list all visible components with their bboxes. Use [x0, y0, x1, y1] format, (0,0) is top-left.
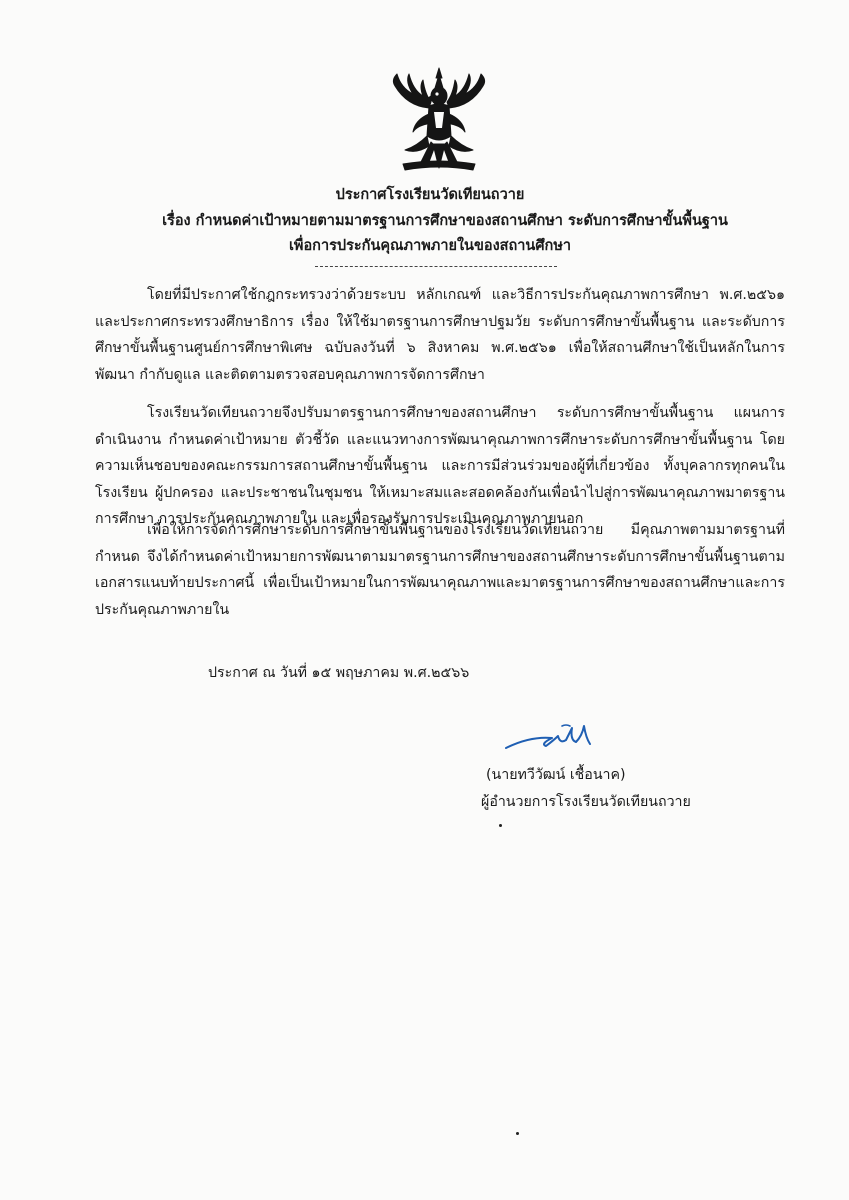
body-paragraph: เพื่อให้การจัดการศึกษาระดับการศึกษาขั้นพื้นฐานของโรงเรียนวัดเทียนถวาย มีคุณภาพตามมาตรฐานที่กำหนด จึงได้กำหนดค่าเป้าหมายการพัฒนาตามมาตรฐานการศึกษาของสถานศึกษาระดับการศึกษาขั้นพื้นฐานตามเอกสารแนบท้ายประกาศนี้ เพื่อเป็นเป้าหมายในการพัฒนาคุณภาพและมาตรฐานการศึกษาของสถานศึกษาและการประกันคุณภาพภายใน: [95, 522, 785, 618]
scan-speck: [516, 1132, 519, 1135]
document-title: ประกาศโรงเรียนวัดเทียนถวาย: [335, 187, 525, 203]
announcement-date: ประกาศ ณ วันที่ ๑๕ พฤษภาคม พ.ศ.๒๕๖๖: [208, 665, 470, 681]
garuda-emblem-icon: [387, 66, 491, 176]
signer-name: (นายทวีวัฒน์ เชื้อนาค): [486, 767, 626, 783]
document-subject: เรื่อง กำหนดค่าเป้าหมายตามมาตรฐานการศึกษาของสถานศึกษา ระดับการศึกษาขั้นพื้นฐาน: [162, 213, 728, 229]
scan-speck: [499, 824, 502, 827]
handwritten-signature: [500, 718, 610, 754]
document-purpose: เพื่อการประกันคุณภาพภายในของสถานศึกษา: [288, 238, 572, 254]
body-paragraph: โรงเรียนวัดเทียนถวายจึงปรับมาตรฐานการศึกษาของสถานศึกษา ระดับการศึกษาขั้นพื้นฐาน แผนการดำเนินงาน กำหนดค่าเป้าหมาย ตัวชี้วัด และแนวทางการพัฒนาคุณภาพการศึกษาระดับการศึกษาขั้นพื้นฐาน โดยความเห็นชอบของคณะกรรมการสถานศึกษาขั้นพื้นฐาน และการมีส่วนร่วมของผู้ที่เกี่ยวข้อง ทั้งบุคลากรทุกคนในโรงเรียน ผู้ปกครอง และประชาชนในชุมชน ให้เหมาะสมและสอดคล้องกันเพื่อนำไปสู่การพัฒนาคุณภาพมาตรฐานการศึกษา การประกันคุณภาพภายใน และเพื่อรองรับการประเมินคุณภาพภายนอก: [95, 405, 785, 527]
body-paragraph: โดยที่มีประกาศใช้กฎกระทรวงว่าด้วยระบบ หลักเกณฑ์ และวิธีการประกันคุณภาพการศึกษา พ.ศ.๒๕๖๑ และประกาศกระทรวงศึกษาธิการ เรื่อง ให้ใช้มาตรฐานการศึกษาปฐมวัย ระดับการศึกษาขั้นพื้นฐาน และระดับการศึกษาขั้นพื้นฐานศูนย์การศึกษาพิเศษ ฉบับลงวันที่ ๖ สิงหาคม พ.ศ.๒๕๖๑ เพื่อให้สถานศึกษาใช้เป็นหลักในการพัฒนา กำกับดูแล และติดตามตรวจสอบคุณภาพการจัดการศึกษา: [95, 287, 785, 383]
header-divider: [315, 266, 557, 267]
signer-position: ผู้อำนวยการโรงเรียนวัดเทียนถวาย: [481, 794, 691, 810]
